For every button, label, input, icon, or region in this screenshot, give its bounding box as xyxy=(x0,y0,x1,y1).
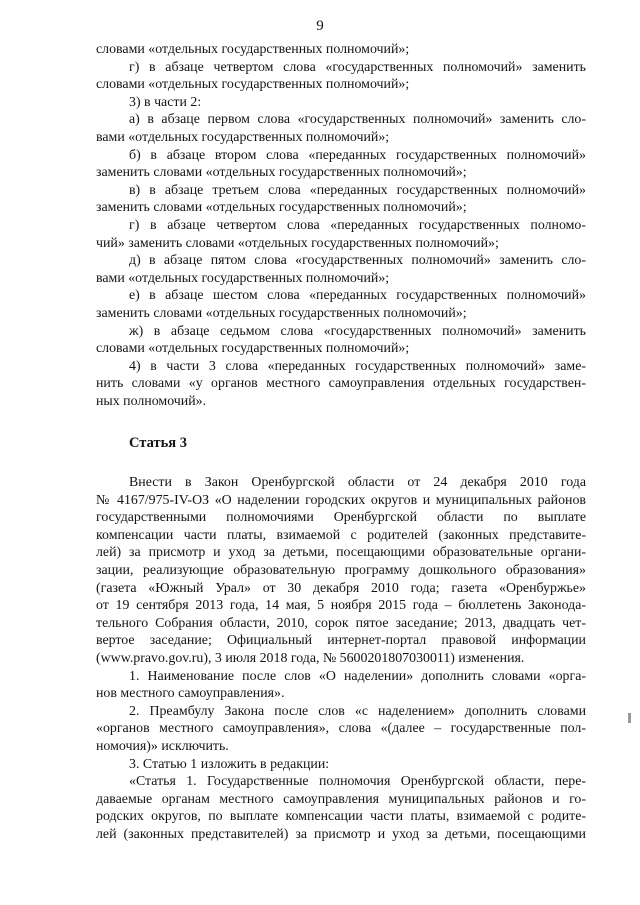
text-line: родских округов, по выплате компенсации части платы, взимаемой с родите- xyxy=(96,809,586,825)
text-line: вертое заседание; Официальный интернет-портал правовой информации xyxy=(96,633,586,649)
text-line: в) в абзаце третьем слова «переданных государственных полномочий» xyxy=(129,182,586,198)
text-line: 3) в части 2: xyxy=(129,94,202,110)
scan-margin-mark xyxy=(628,713,631,723)
text-line: Внести в Закон Оренбургской области от 24 декабря 2010 года xyxy=(129,475,586,491)
text-line: (газета «Южный Урал» от 30 декабря 2010 года; газета «Оренбуржье» xyxy=(96,580,586,596)
text-line: номочия)» исключить. xyxy=(96,738,229,754)
text-line: 4) в части 3 слова «переданных государственных полномочий» заме- xyxy=(129,358,586,374)
text-line: г) в абзаце четвертом слова «переданных государственных полномо- xyxy=(129,217,586,233)
text-line: компенсации части платы, взимаемой с родителей (законных представите- xyxy=(96,527,586,543)
text-line: нов местного самоуправления». xyxy=(96,686,285,702)
text-line: № 4167/975-IV-ОЗ «О наделении городских округов и муниципальных районов xyxy=(96,492,586,508)
text-line: ных полномочий». xyxy=(96,393,207,409)
document-body xyxy=(96,41,586,844)
text-line: а) в абзаце первом слова «государственных полномочий» заменить сло- xyxy=(129,112,586,128)
text-line: заменить словами «отдельных государственных полномочий»; xyxy=(96,305,467,321)
text-line: заменить словами «отдельных государственных полномочий»; xyxy=(96,165,467,181)
text-line: чий» заменить словами «отдельных государственных полномочий»; xyxy=(96,235,499,251)
article-heading: Статья 3 xyxy=(129,435,187,452)
text-line: словами «отдельных государственных полномочий»; xyxy=(96,42,410,57)
text-line: (www.pravo.gov.ru), 3 июля 2018 года, № 5600201807030011) изменения. xyxy=(96,651,525,666)
text-line: д) в абзаце пятом слова «государственных полномочий» заменить сло- xyxy=(129,253,586,269)
text-line: б) в абзаце втором слова «переданных государственных полномочий» xyxy=(129,147,586,163)
text-line: «органов местного самоуправления», слова «(далее – государственные пол- xyxy=(96,721,586,737)
text-line: 1. Наименование после слов «О наделении» дополнить словами «орга- xyxy=(129,668,586,684)
text-line: е) в абзаце шестом слова «переданных государственных полномочий» xyxy=(129,288,586,304)
text-line: ж) в абзаце седьмом слова «государственных полномочий» заменить xyxy=(129,323,586,339)
text-line: 2. Преамбулу Закона после слов «с наделением» дополнить словами xyxy=(129,703,586,719)
page-number: 9 xyxy=(316,18,324,34)
text-line: вами «отдельных государственных полномочий»; xyxy=(96,270,390,286)
text-line: от 19 сентября 2013 года, 14 мая, 5 ноября 2015 года – бюллетень Законода- xyxy=(96,598,586,614)
text-line: «Статья 1. Государственные полномочия Оренбургской области, пере- xyxy=(129,774,586,790)
text-line: 3. Статью 1 изложить в редакции: xyxy=(129,756,330,772)
text-line: лей) за присмотр и уход за детьми, посещающими образовательные органи- xyxy=(96,545,586,561)
text-line: даваемые органам местного самоуправления муниципальных районов и го- xyxy=(96,791,586,807)
text-line: словами «отдельных государственных полномочий»; xyxy=(96,77,410,93)
text-line: словами «отдельных государственных полномочий»; xyxy=(96,341,410,357)
text-line: г) в абзаце четвертом слова «государственных полномочий» заменить xyxy=(129,59,586,75)
text-line: государственными полномочиями Оренбургской области по выплате xyxy=(96,510,586,526)
text-line: вами «отдельных государственных полномочий»; xyxy=(96,129,390,145)
text-line: зации, реализующие образовательную программу дошкольного образования» xyxy=(96,563,586,579)
text-line: нить словами «у органов местного самоуправления отдельных государствен- xyxy=(96,376,586,392)
text-line: заменить словами «отдельных государственных полномочий»; xyxy=(96,200,467,216)
text-line: лей (законных представителей) за присмотр и уход за детьми, посещающими xyxy=(96,826,586,842)
text-line: тельного Собрания области, 2010, сорок пятое заседание; 2013, двадцать чет- xyxy=(96,615,586,631)
